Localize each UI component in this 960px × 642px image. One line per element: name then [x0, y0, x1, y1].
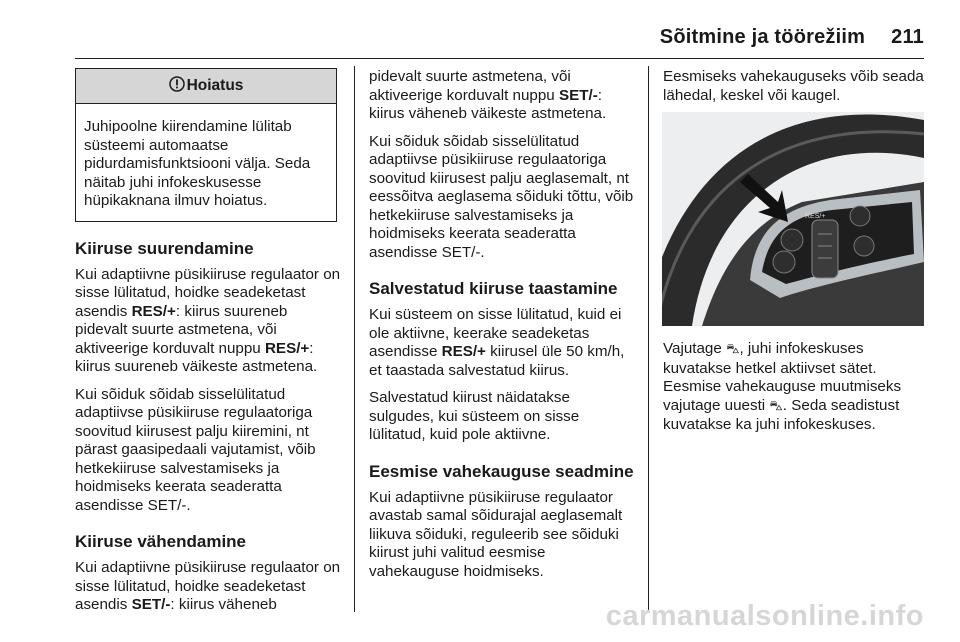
warning-box — [75, 68, 337, 222]
heading-follow-distance: Eesmise vahekauguse seadmine — [369, 461, 634, 481]
page-number: 211 — [891, 26, 924, 48]
column-3 — [663, 68, 928, 114]
paragraph: Kui sõiduk sõidab sisselülitatud adaptiivse püsikiiruse regulaatoriga soovitud kiirusest palju aeglasemalt, nt eessõitva aeglasema sõiduki tõttu, võib hetkekiiruse salvestamiseks ja hoidmiseks keerata seaderatta asendisse SET/-. — [369, 132, 634, 261]
steering-wheel-illustration — [662, 112, 924, 326]
paragraph: Kui süsteem on sisse lülitatud, kuid ei ole aktiivne, keerake seadeketas asendisse RES/+ kiirusel üle 50 km/h, et taastada salvestatud kiirus. — [369, 306, 625, 379]
page-header — [660, 26, 924, 49]
paragraph: Vajutage ⛍, juhi infokeskuses kuvatakse hetkel aktiivset sätet. Eesmise vahekauguse muutmiseks vajutage uuesti ⛍. Seda seadistust kuvatakse ka juhi infokeskuses. — [663, 340, 902, 433]
header-rule — [75, 58, 924, 59]
warning-title: Hoiatus — [186, 77, 244, 94]
paragraph: Eesmiseks vahekauguseks võib seada lähedal, keskel või kaugel. — [663, 68, 924, 104]
column-divider-2 — [648, 66, 649, 612]
heading-speed-decrease: Kiiruse vähendamine — [75, 532, 247, 551]
column-divider-1 — [354, 66, 355, 612]
warning-text: Juhipoolne kiirendamine lülitab süsteemi automaatse pidurdamisfunktsiooni välja. Seda näitab juhi infokeskusesse hüpikaknana ilmuv hoiatus. — [84, 118, 311, 209]
follow-distance-icon: ⛍ — [769, 398, 783, 414]
warning-icon — [169, 76, 185, 92]
paragraph: Kui adaptiivne püsikiiruse regulaator on sisse lülitatud, hoidke seadeketast asendis SET/-: kiirus väheneb — [75, 559, 341, 613]
res-plus-label: RES/+ — [805, 213, 826, 220]
chapter-title: Sõitmine ja töörežiim — [659, 26, 866, 48]
follow-distance-icon: ⛍ — [726, 342, 740, 357]
steering-wheel-figure — [662, 112, 924, 326]
column-2 — [369, 68, 639, 590]
paragraph: Kui sõiduk sõidab sisselülitatud adaptiivse püsikiiruse regulaatoriga soovitud kiirusest palju kiiremini, nt pärast gaasipedaali vajutamist, võib hetkekiiruse salvestamiseks ja hoidmiseks keerata seaderatta asendisse SET/-. — [75, 385, 316, 514]
column-3-lower — [663, 340, 928, 444]
paragraph: Kui adaptiivne püsikiiruse regulaator avastab samal sõidurajal aeglasemalt liikuva sõiduki, reguleerib see sõiduki kiirust juhi valitud eesmise vahekauguse hoidmiseks. — [369, 488, 623, 580]
watermark: carmanualsonline.info — [605, 600, 924, 632]
column-1 — [75, 68, 343, 624]
heading-restore-speed: Salvestatud kiiruse taastamine — [369, 279, 618, 298]
paragraph: Salvestatud kiirust näidatakse sulgudes, kui süsteem on sisse lülitatud, kuid pole aktiivne. — [369, 389, 580, 443]
paragraph: Kui adaptiivne püsikiiruse regulaator on sisse lülitatud, hoidke seadeketast asendis RES/+: kiirus suureneb pidevalt suurte astmetena, või aktiveerige korduvalt nuppu RES/+: kiirus suureneb väikeste astmetena. — [75, 265, 341, 375]
paragraph: pidevalt suurte astmetena, või aktiveerige korduvalt nuppu SET/-: kiirus väheneb väikeste astmetena. — [369, 68, 607, 122]
heading-speed-increase: Kiiruse suurendamine — [75, 238, 254, 258]
warning-header — [76, 69, 336, 104]
